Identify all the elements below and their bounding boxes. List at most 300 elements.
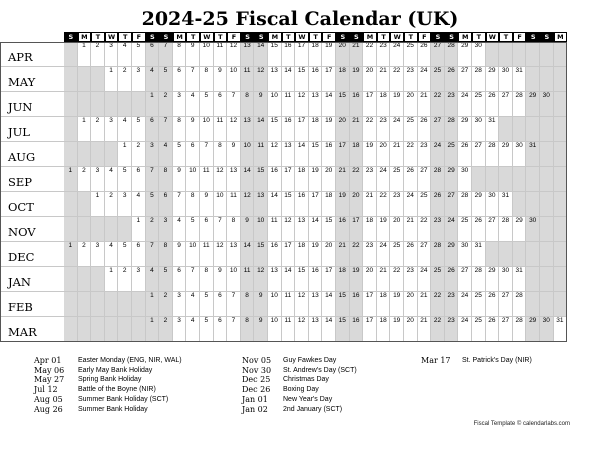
row-divider: [0, 266, 64, 267]
row-divider: [0, 291, 64, 292]
day-cell: 2: [146, 217, 160, 242]
day-cell: 31: [554, 317, 568, 342]
day-cell: 1: [118, 142, 132, 167]
day-cell: 12: [295, 92, 309, 117]
day-cell: 28: [431, 242, 445, 267]
day-cell: 29: [526, 92, 540, 117]
day-cell: 5: [118, 167, 132, 192]
empty-cell: [64, 317, 78, 342]
day-cell: 23: [404, 67, 418, 92]
weekday-header: M: [363, 32, 377, 42]
weekday-header: S: [159, 32, 173, 42]
day-cell: 12: [227, 42, 241, 67]
day-cell: 9: [241, 217, 255, 242]
day-cell: 3: [91, 167, 105, 192]
day-cell: 29: [486, 67, 500, 92]
day-cell: 26: [404, 167, 418, 192]
day-cell: 13: [241, 117, 255, 142]
day-cell: 2: [118, 267, 132, 292]
day-cell: 8: [200, 67, 214, 92]
day-cell: 13: [309, 317, 323, 342]
empty-cell: [526, 167, 540, 192]
weekday-header: S: [254, 32, 268, 42]
day-cell: 17: [336, 142, 350, 167]
day-cell: 21: [418, 292, 432, 317]
day-cell: 24: [431, 142, 445, 167]
day-cell: 25: [431, 67, 445, 92]
day-cell: 6: [146, 117, 160, 142]
holiday-date: Jul 12: [34, 385, 58, 395]
day-cell: 19: [390, 317, 404, 342]
month-label: SEP: [8, 175, 33, 189]
empty-cell: [540, 242, 554, 267]
day-cell: 8: [241, 317, 255, 342]
empty-cell: [78, 292, 92, 317]
day-cell: 23: [445, 317, 459, 342]
day-cell: 30: [513, 142, 527, 167]
empty-cell: [105, 317, 119, 342]
day-cell: 18: [377, 292, 391, 317]
day-cell: 21: [418, 92, 432, 117]
day-cell: 26: [486, 317, 500, 342]
day-cell: 12: [254, 267, 268, 292]
weekday-header: W: [200, 32, 214, 42]
empty-cell: [526, 242, 540, 267]
day-cell: 18: [336, 267, 350, 292]
day-cell: 23: [377, 117, 391, 142]
day-cell: 4: [146, 67, 160, 92]
empty-cell: [554, 67, 568, 92]
holiday-name: Easter Monday (ENG, NIR, WAL): [78, 357, 182, 364]
day-cell: 5: [132, 117, 146, 142]
day-cell: 20: [404, 317, 418, 342]
day-cell: 15: [268, 117, 282, 142]
day-cell: 17: [363, 92, 377, 117]
day-cell: 26: [418, 42, 432, 67]
day-cell: 27: [458, 267, 472, 292]
holiday-name: Summer Bank Holiday (SCT): [78, 395, 169, 403]
weekday-header: T: [214, 32, 228, 42]
holiday-date: Jan 01: [242, 394, 268, 404]
month-label: MAR: [8, 325, 37, 339]
day-cell: 30: [458, 242, 472, 267]
day-cell: 28: [445, 117, 459, 142]
empty-cell: [118, 317, 132, 342]
day-cell: 20: [350, 192, 364, 217]
day-cell: 13: [241, 42, 255, 67]
day-cell: 8: [200, 267, 214, 292]
day-cell: 10: [186, 242, 200, 267]
day-cell: 2: [159, 317, 173, 342]
empty-cell: [105, 292, 119, 317]
empty-cell: [540, 167, 554, 192]
holiday-date: Mar 17: [421, 356, 451, 365]
day-cell: 28: [513, 317, 527, 342]
day-cell: 2: [132, 142, 146, 167]
day-cell: 11: [282, 317, 296, 342]
day-cell: 19: [350, 67, 364, 92]
empty-cell: [91, 292, 105, 317]
day-cell: 30: [526, 217, 540, 242]
day-cell: 17: [363, 317, 377, 342]
row-divider: [0, 191, 64, 192]
day-cell: 19: [336, 192, 350, 217]
day-cell: 6: [146, 42, 160, 67]
day-cell: 22: [363, 42, 377, 67]
day-cell: 15: [295, 67, 309, 92]
day-cell: 29: [499, 142, 513, 167]
day-cell: 12: [227, 117, 241, 142]
empty-cell: [486, 242, 500, 267]
empty-cell: [64, 117, 78, 142]
day-cell: 20: [404, 292, 418, 317]
empty-cell: [64, 142, 78, 167]
day-cell: 23: [404, 267, 418, 292]
day-cell: 1: [78, 42, 92, 67]
holiday-date: Nov 30: [242, 365, 272, 375]
day-cell: 3: [146, 142, 160, 167]
holiday-name: St. Patrick's Day (NIR): [462, 357, 532, 364]
day-cell: 21: [377, 67, 391, 92]
day-cell: 4: [118, 117, 132, 142]
holiday-date: Aug 05: [34, 394, 63, 404]
day-cell: 17: [295, 117, 309, 142]
empty-cell: [118, 217, 132, 242]
day-cell: 14: [254, 117, 268, 142]
day-cell: 24: [377, 242, 391, 267]
day-cell: 1: [146, 92, 160, 117]
day-cell: 27: [445, 192, 459, 217]
empty-cell: [91, 267, 105, 292]
day-cell: 9: [186, 42, 200, 67]
day-cell: 5: [186, 217, 200, 242]
day-cell: 22: [390, 267, 404, 292]
day-cell: 2: [159, 292, 173, 317]
day-cell: 25: [458, 217, 472, 242]
empty-cell: [540, 117, 554, 142]
day-cell: 26: [404, 242, 418, 267]
empty-cell: [540, 292, 554, 317]
day-cell: 29: [472, 192, 486, 217]
day-cell: 14: [282, 67, 296, 92]
day-cell: 5: [159, 67, 173, 92]
weekday-header: M: [173, 32, 187, 42]
day-cell: 7: [146, 167, 160, 192]
day-cell: 18: [377, 92, 391, 117]
empty-cell: [554, 117, 568, 142]
day-cell: 27: [499, 92, 513, 117]
day-cell: 9: [173, 242, 187, 267]
day-cell: 22: [431, 292, 445, 317]
day-cell: 16: [282, 42, 296, 67]
day-cell: 10: [214, 192, 228, 217]
day-cell: 18: [322, 192, 336, 217]
day-cell: 26: [418, 117, 432, 142]
day-cell: 14: [241, 167, 255, 192]
day-cell: 7: [186, 67, 200, 92]
day-cell: 25: [431, 267, 445, 292]
day-cell: 18: [309, 117, 323, 142]
day-cell: 16: [350, 292, 364, 317]
weekday-header: M: [458, 32, 472, 42]
day-cell: 6: [186, 142, 200, 167]
row-divider: [0, 241, 64, 242]
day-cell: 25: [445, 142, 459, 167]
day-cell: 7: [159, 117, 173, 142]
day-cell: 27: [472, 142, 486, 167]
day-cell: 14: [241, 242, 255, 267]
empty-cell: [499, 117, 513, 142]
day-cell: 13: [309, 92, 323, 117]
day-cell: 18: [363, 217, 377, 242]
day-cell: 23: [390, 192, 404, 217]
empty-cell: [472, 167, 486, 192]
holiday-list: [0, 356, 600, 426]
weekday-header: W: [486, 32, 500, 42]
day-cell: 9: [254, 92, 268, 117]
day-cell: 16: [350, 317, 364, 342]
month-label: JUN: [8, 100, 33, 114]
day-cell: 21: [350, 42, 364, 67]
day-cell: 16: [309, 67, 323, 92]
day-cell: 24: [390, 42, 404, 67]
day-cell: 22: [404, 142, 418, 167]
weekday-header: W: [295, 32, 309, 42]
day-cell: 26: [445, 267, 459, 292]
empty-cell: [540, 192, 554, 217]
day-cell: 15: [309, 142, 323, 167]
day-cell: 4: [173, 217, 187, 242]
day-cell: 25: [390, 242, 404, 267]
empty-cell: [64, 217, 78, 242]
day-cell: 8: [227, 217, 241, 242]
empty-cell: [554, 242, 568, 267]
day-cell: 17: [282, 167, 296, 192]
day-cell: 4: [118, 42, 132, 67]
empty-cell: [78, 92, 92, 117]
day-cell: 7: [159, 42, 173, 67]
holiday-name: Guy Fawkes Day: [283, 357, 337, 364]
day-cell: 1: [78, 117, 92, 142]
day-cell: 18: [295, 242, 309, 267]
day-cell: 17: [322, 67, 336, 92]
day-cell: 9: [254, 292, 268, 317]
holiday-date: Dec 25: [242, 375, 271, 385]
weekday-header: M: [554, 32, 568, 42]
day-cell: 15: [322, 217, 336, 242]
empty-cell: [78, 317, 92, 342]
day-cell: 20: [363, 267, 377, 292]
day-cell: 15: [282, 192, 296, 217]
day-cell: 7: [214, 217, 228, 242]
day-cell: 16: [336, 217, 350, 242]
empty-cell: [554, 217, 568, 242]
day-cell: 14: [322, 92, 336, 117]
empty-cell: [554, 142, 568, 167]
day-cell: 20: [377, 142, 391, 167]
day-cell: 6: [132, 242, 146, 267]
day-cell: 8: [159, 167, 173, 192]
day-cell: 13: [268, 267, 282, 292]
day-cell: 8: [173, 117, 187, 142]
day-cell: 8: [173, 42, 187, 67]
day-cell: 16: [295, 192, 309, 217]
empty-cell: [105, 142, 119, 167]
day-cell: 19: [309, 167, 323, 192]
holiday-name: 2nd January (SCT): [283, 405, 343, 413]
day-cell: 31: [513, 267, 527, 292]
day-cell: 9: [214, 267, 228, 292]
row-divider: [0, 91, 64, 92]
day-cell: 2: [118, 67, 132, 92]
empty-cell: [526, 192, 540, 217]
day-cell: 10: [227, 267, 241, 292]
empty-cell: [554, 42, 568, 67]
day-cell: 1: [146, 317, 160, 342]
row-divider: [0, 66, 64, 67]
day-cell: 22: [431, 317, 445, 342]
empty-cell: [64, 42, 78, 67]
day-cell: 5: [200, 92, 214, 117]
day-cell: 6: [132, 167, 146, 192]
day-cell: 25: [390, 167, 404, 192]
day-cell: 30: [499, 267, 513, 292]
day-cell: 5: [132, 42, 146, 67]
day-cell: 13: [227, 242, 241, 267]
day-cell: 19: [322, 117, 336, 142]
day-cell: 3: [132, 267, 146, 292]
day-cell: 12: [241, 192, 255, 217]
day-cell: 21: [404, 217, 418, 242]
empty-cell: [554, 267, 568, 292]
day-cell: 1: [146, 292, 160, 317]
day-cell: 29: [513, 217, 527, 242]
day-cell: 10: [200, 42, 214, 67]
day-cell: 4: [105, 167, 119, 192]
day-cell: 3: [159, 217, 173, 242]
weekday-header: T: [377, 32, 391, 42]
month-label: APR: [8, 50, 33, 64]
weekday-header: W: [105, 32, 119, 42]
day-cell: 22: [363, 117, 377, 142]
empty-cell: [64, 192, 78, 217]
page-title: 2024-25 Fiscal Calendar (UK): [141, 8, 459, 30]
day-cell: 12: [282, 217, 296, 242]
day-cell: 15: [254, 167, 268, 192]
day-cell: 1: [105, 67, 119, 92]
day-cell: 14: [254, 42, 268, 67]
empty-cell: [526, 292, 540, 317]
day-cell: 29: [458, 42, 472, 67]
day-cell: 23: [363, 242, 377, 267]
day-cell: 5: [118, 242, 132, 267]
day-cell: 27: [486, 217, 500, 242]
day-cell: 23: [431, 217, 445, 242]
day-cell: 12: [268, 142, 282, 167]
empty-cell: [78, 192, 92, 217]
day-cell: 29: [445, 242, 459, 267]
day-cell: 29: [526, 317, 540, 342]
weekday-header: M: [78, 32, 92, 42]
day-cell: 31: [513, 67, 527, 92]
day-cell: 3: [118, 192, 132, 217]
day-cell: 31: [486, 117, 500, 142]
day-cell: 22: [350, 167, 364, 192]
month-label: FEB: [8, 300, 33, 314]
day-cell: 10: [227, 67, 241, 92]
weekday-header: F: [227, 32, 241, 42]
day-cell: 20: [336, 117, 350, 142]
holiday-name: Spring Bank Holiday: [78, 376, 142, 384]
weekday-header: T: [404, 32, 418, 42]
day-cell: 17: [363, 292, 377, 317]
empty-cell: [64, 292, 78, 317]
day-cell: 19: [390, 92, 404, 117]
empty-cell: [554, 92, 568, 117]
empty-cell: [91, 217, 105, 242]
empty-cell: [64, 267, 78, 292]
empty-cell: [64, 92, 78, 117]
day-cell: 22: [418, 217, 432, 242]
day-cell: 14: [322, 292, 336, 317]
day-cell: 4: [186, 292, 200, 317]
day-cell: 29: [486, 267, 500, 292]
day-cell: 14: [295, 142, 309, 167]
day-cell: 2: [78, 167, 92, 192]
day-cell: 26: [445, 67, 459, 92]
day-cell: 19: [350, 267, 364, 292]
day-cell: 17: [282, 242, 296, 267]
day-cell: 11: [241, 67, 255, 92]
day-cell: 18: [295, 167, 309, 192]
day-cell: 23: [377, 42, 391, 67]
holiday-date: May 27: [34, 375, 65, 385]
day-cell: 31: [499, 192, 513, 217]
day-cell: 14: [322, 317, 336, 342]
day-cell: 13: [254, 192, 268, 217]
empty-cell: [486, 42, 500, 67]
day-cell: 2: [78, 242, 92, 267]
row-divider: [0, 316, 64, 317]
empty-cell: [526, 117, 540, 142]
day-cell: 24: [390, 117, 404, 142]
day-cell: 15: [336, 292, 350, 317]
weekday-header: S: [540, 32, 554, 42]
day-cell: 27: [418, 242, 432, 267]
weekday-header: T: [282, 32, 296, 42]
day-cell: 28: [472, 67, 486, 92]
day-cell: 3: [173, 292, 187, 317]
empty-cell: [64, 67, 78, 92]
empty-cell: [132, 292, 146, 317]
day-cell: 11: [241, 267, 255, 292]
weekday-header: W: [390, 32, 404, 42]
day-cell: 16: [309, 267, 323, 292]
day-cell: 15: [336, 92, 350, 117]
day-cell: 11: [200, 242, 214, 267]
day-cell: 13: [268, 67, 282, 92]
day-cell: 16: [350, 92, 364, 117]
day-cell: 3: [173, 317, 187, 342]
day-cell: 4: [132, 192, 146, 217]
day-cell: 27: [458, 67, 472, 92]
day-cell: 18: [336, 67, 350, 92]
day-cell: 11: [214, 42, 228, 67]
day-cell: 10: [268, 92, 282, 117]
day-cell: 11: [200, 167, 214, 192]
day-cell: 25: [404, 42, 418, 67]
empty-cell: [118, 292, 132, 317]
